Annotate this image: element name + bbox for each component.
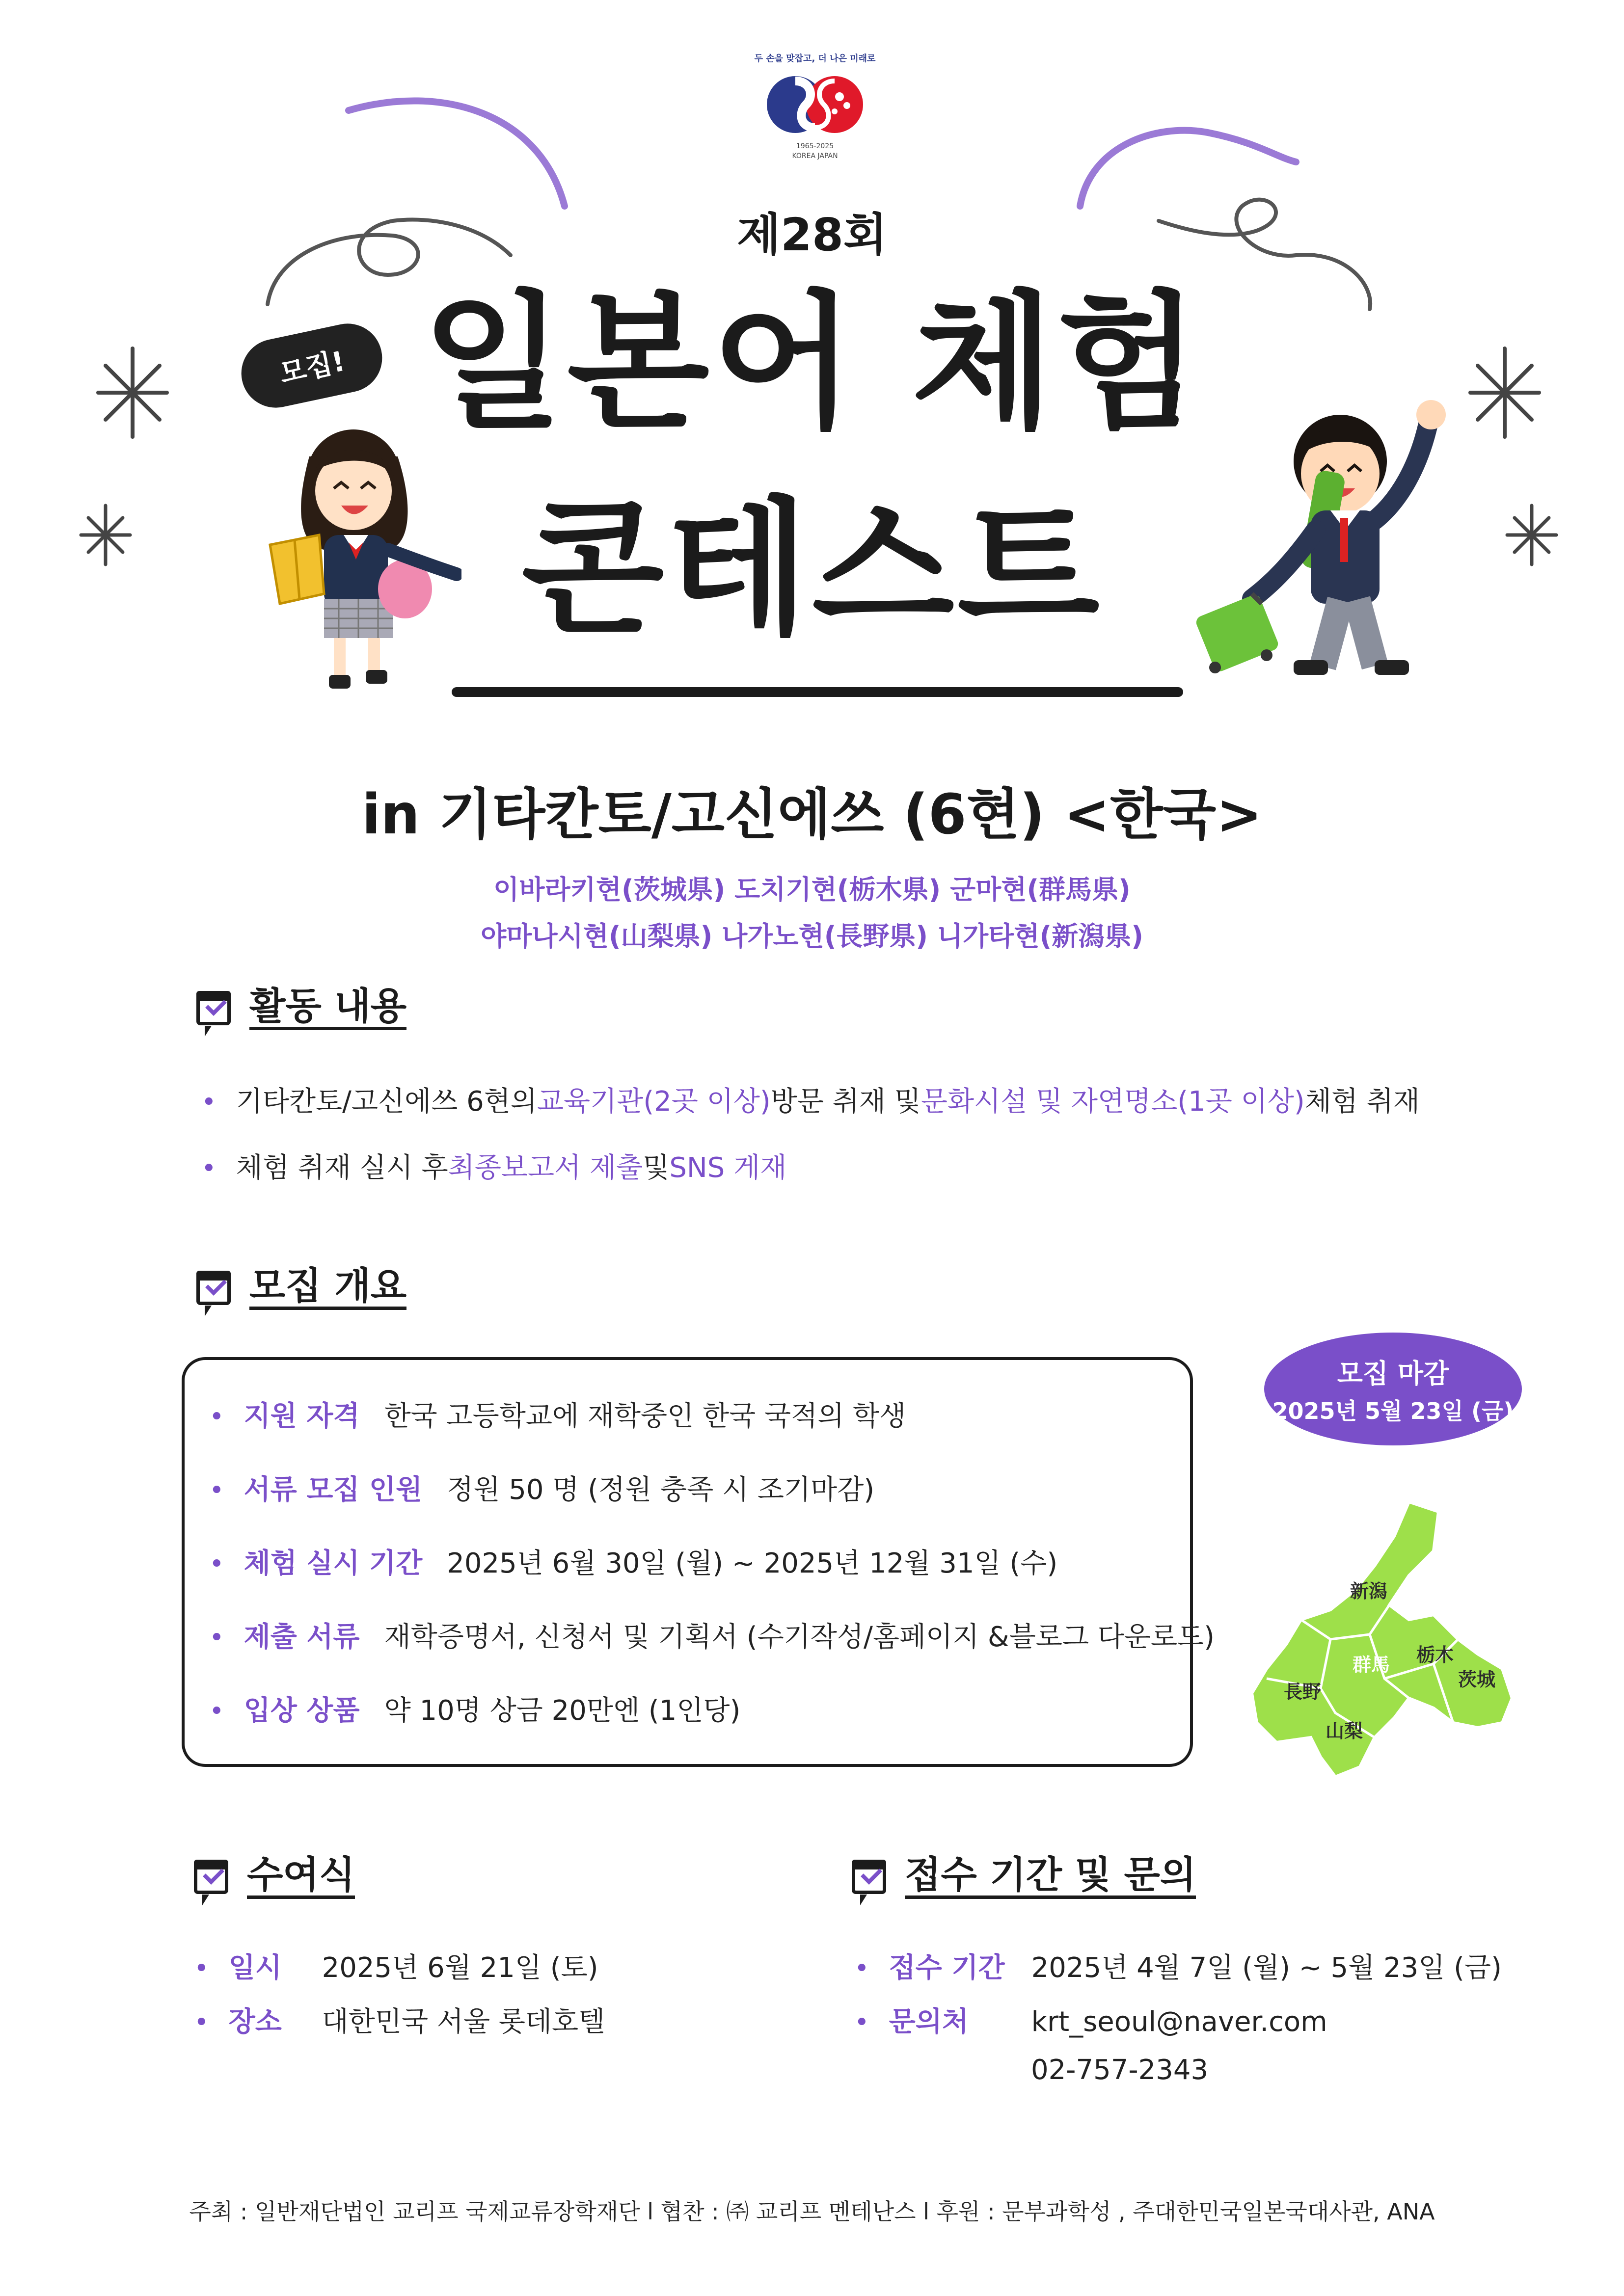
map-label-nagano: 長野 xyxy=(1284,1681,1322,1703)
bullet-icon: • xyxy=(209,1402,224,1432)
ceremony-place-label: 장소 xyxy=(228,2006,282,2038)
contact-inquiry-label: 문의처 xyxy=(889,2006,969,2038)
activity-text: 방문 취재 및 xyxy=(770,1086,921,1118)
recruit-value: 약 10명 상금 20만엔 (1인당) xyxy=(384,1695,741,1727)
map-label-yamanashi: 山梨 xyxy=(1326,1720,1363,1742)
deadline-label: 모집 마감 xyxy=(1337,1358,1449,1389)
section-activity-title: 활동 내용 xyxy=(249,987,406,1030)
region-subtitle: in 기타칸토/고신에쓰 (6현) <한국> xyxy=(361,783,1263,847)
activity-text: 체험 취재 xyxy=(1304,1086,1420,1118)
edition-label: 제28회 xyxy=(737,209,887,261)
contact-period-label: 접수 기간 xyxy=(889,1952,1005,1984)
logo-slogan: 두 손을 맞잡고, 더 나은 미래로 xyxy=(754,53,876,64)
bullet-icon: • xyxy=(209,1549,224,1579)
recruit-row xyxy=(209,1542,1057,1581)
recruit-value: 2025년 6월 30일 (월) ~ 2025년 12월 31일 (수) xyxy=(447,1548,1058,1579)
title-underline xyxy=(452,687,1183,697)
recruit-label: 제출 서류 xyxy=(244,1621,360,1653)
map-label-ibaraki: 茨城 xyxy=(1458,1669,1496,1690)
contact-phone[interactable]: 02-757-2343 xyxy=(1031,2054,1209,2086)
checkbox-icon xyxy=(196,1271,231,1305)
recruiting-badge: 모집! xyxy=(235,317,389,414)
activity-item xyxy=(201,1146,786,1185)
logo-years: 1965-2025 xyxy=(796,142,834,150)
section-recruit-header xyxy=(196,1266,406,1310)
recruit-row xyxy=(209,1615,1215,1655)
map-label-gunma: 群馬 xyxy=(1353,1654,1390,1676)
bullet-icon: • xyxy=(854,2008,869,2037)
recruit-row xyxy=(209,1689,740,1728)
activity-text: 및 xyxy=(643,1152,670,1184)
activity-text: 체험 취재 실시 후 xyxy=(236,1152,448,1184)
bullet-icon: • xyxy=(201,1154,217,1183)
activity-highlight: 교육기관(2곳 이상) xyxy=(537,1086,771,1118)
recruit-value: 한국 고등학교에 재학중인 한국 국적의 학생 xyxy=(384,1400,906,1432)
page-title-line1: 일본어 체험 xyxy=(422,277,1202,449)
ceremony-date-label: 일시 xyxy=(228,1952,282,1984)
bullet-icon: • xyxy=(209,1697,224,1726)
recruit-details-box xyxy=(182,1357,1215,1767)
activity-text: 기타칸토/고신에쓰 6현의 xyxy=(236,1086,537,1118)
contact-period-value: 2025년 4월 7일 (월) ~ 5월 23일 (금) xyxy=(1031,1952,1502,1984)
bullet-icon: • xyxy=(194,1954,209,1983)
activity-highlight: 최종보고서 제출 xyxy=(448,1152,643,1184)
section-ceremony-title: 수여식 xyxy=(247,1855,355,1899)
recruit-label: 지원 자격 xyxy=(244,1400,360,1432)
recruit-label: 입상 상품 xyxy=(244,1695,360,1727)
ceremony-place-value: 대한민국 서울 롯데호텔 xyxy=(322,2006,605,2038)
section-contact-header xyxy=(852,1855,1196,1899)
recruit-value: 재학증명서, 신청서 및 기획서 (수기작성/홈페이지 &블로그 다운로드) xyxy=(384,1621,1215,1653)
contact-inquiry-row xyxy=(854,2000,1327,2039)
contact-phone-row xyxy=(1031,2054,1208,2086)
contact-period-row xyxy=(854,1946,1502,1985)
section-activity-header xyxy=(196,984,407,1030)
activity-highlight: SNS 게재 xyxy=(669,1152,787,1184)
recruit-label: 서류 모집 인원 xyxy=(244,1474,423,1506)
map-label-niigata: 新潟 xyxy=(1350,1580,1388,1602)
checkbox-icon xyxy=(852,1860,886,1894)
recruit-label: 체험 실시 기간 xyxy=(244,1548,423,1579)
bullet-icon: • xyxy=(854,1954,869,1983)
recruit-row xyxy=(209,1394,906,1434)
page-title-line2: 콘테스트 xyxy=(521,483,1103,655)
ceremony-date-row xyxy=(194,1946,598,1985)
ceremony-date-value: 2025년 6월 21일 (토) xyxy=(322,1952,598,1984)
prefectures-line1: 이바라키현(茨城県) 도치기현(栃木県) 군마현(群馬県) xyxy=(493,874,1131,905)
checkbox-icon xyxy=(194,1860,228,1894)
contact-email[interactable]: krt_seoul@naver.com xyxy=(1031,2006,1327,2038)
section-ceremony-header xyxy=(194,1855,355,1899)
recruit-value: 정원 50 명 (정원 충족 시 조기마감) xyxy=(447,1474,875,1506)
checkbox-icon xyxy=(196,991,231,1025)
prefectures-line2: 야마나시현(山梨県) 나가노현(長野県) 니가타현(新潟県) xyxy=(481,921,1143,952)
bullet-icon: • xyxy=(201,1088,217,1117)
deadline-badge xyxy=(1264,1333,1522,1445)
activity-item xyxy=(201,1080,1420,1119)
recruit-row xyxy=(209,1468,874,1507)
section-contact-title: 접수 기간 및 문의 xyxy=(905,1855,1196,1899)
bullet-icon: • xyxy=(194,2008,209,2037)
map-region-fill xyxy=(1252,1502,1512,1777)
map-label-tochigi: 栃木 xyxy=(1416,1644,1454,1666)
logo-country: KOREA JAPAN xyxy=(792,152,838,160)
footer-sponsors: 주최 : 일반재단법인 교리프 국제교류장학재단 l 협찬 : ㈜ 교리프 멘테난스 l 후원 : 문부과학성 , 주대한민국일본국대사관, ANA xyxy=(189,2198,1435,2225)
section-recruit-title: 모집 개요 xyxy=(249,1266,406,1310)
activity-highlight: 문화시설 및 자연명소(1곳 이상) xyxy=(920,1086,1305,1118)
bullet-icon: • xyxy=(209,1476,224,1505)
bullet-icon: • xyxy=(209,1623,224,1653)
deadline-date: 2025년 5월 23일 (금) xyxy=(1272,1397,1514,1424)
ceremony-place-row xyxy=(194,2000,605,2039)
region-map xyxy=(1247,1492,1532,1787)
